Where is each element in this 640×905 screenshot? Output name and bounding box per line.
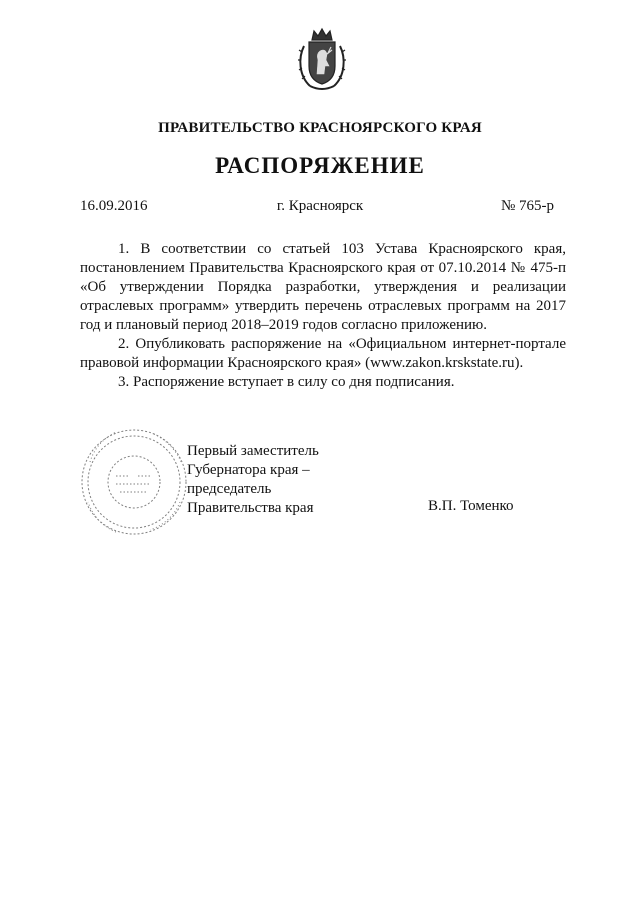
official-seal-stamp <box>76 422 188 540</box>
document-body <box>80 240 566 392</box>
body-paragraph: 2. Опубликовать распоряжение на «Официальном интернет-портале правовой информации Красноярского края» (www.zakon.krskstate.ru). <box>80 336 566 371</box>
signatory-title-line: Правительства края <box>187 500 314 516</box>
signatory-title-line: председатель <box>187 481 272 497</box>
document-number: № 765-р <box>500 198 554 214</box>
body-paragraph: 1. В соответствии со статьей 103 Устава Красноярского края, постановлением Правительства Красноярского края от 07.10.2014 № 475-п «Об утверждении Порядка разработки, утверждения и реализации отраслевых программ» утвердить перечень отраслевых программ на 2017 год и плановый период 2018–2019 годов согласно приложению. <box>80 241 566 333</box>
signatory-name: В.П. Томенко <box>428 498 514 514</box>
document-type-title: РАСПОРЯЖЕНИЕ <box>215 153 425 178</box>
body-paragraph: 3. Распоряжение вступает в силу со дня подписания. <box>118 374 455 390</box>
signatory-title-line: Губернатора края – <box>187 462 310 478</box>
coat-of-arms-icon <box>296 26 348 94</box>
organization-title: ПРАВИТЕЛЬСТВО КРАСНОЯРСКОГО КРАЯ <box>158 120 482 136</box>
document-city: г. Красноярск <box>276 198 364 214</box>
document-date: 16.09.2016 <box>80 198 148 214</box>
signatory-title <box>187 442 319 518</box>
signatory-title-line: Первый заместитель <box>187 443 319 459</box>
